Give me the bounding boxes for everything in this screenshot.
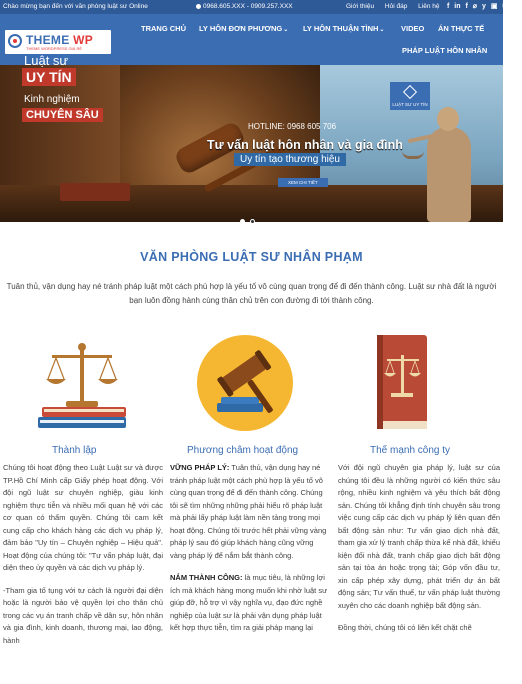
feature-paragraph: Đồng thời, chúng tôi có liên kết chặt chẽ xyxy=(338,623,472,632)
hotline-text[interactable] xyxy=(196,3,293,10)
social-icons xyxy=(447,2,522,10)
feature-text: Tuân thủ, vận dụng hay né tránh pháp luật một cách phù hợp là yếu tố vô cùng quan trọng để đi đến thành công. Chúng tôi sẽ tìm những những phải hiểu rõ pháp luật mà phải lấy pháp luật làm nền tảng trong mọi hoạt động. Chúng tôi trước hết phải vững vàng pháp lý sau đó giúp khách hàng cũng vững vàng pháp lý để nắm bắt thành công. xyxy=(170,463,327,560)
feature-column-motto xyxy=(170,462,330,645)
pinterest-icon[interactable]: ⌀ xyxy=(472,3,477,10)
welcome-text: Chào mừng bạn đến với văn phòng luật sư Online xyxy=(3,3,148,10)
nav-divorce-mutual[interactable] xyxy=(303,24,384,33)
section-intro: Tuân thủ, vận dụng hay né tránh pháp luật một cách phù hợp là yếu tố vô cùng quan trọng để đi đến thành công. Luật sư nhà đất là người bạn luôn đồng hành cùng thân chủ trên con đường đi tới thành công. xyxy=(6,282,497,305)
linkedin-icon[interactable]: in xyxy=(454,3,461,10)
feature-title-strengths: Thế mạnh công ty xyxy=(370,445,451,456)
twitter-icon[interactable]: y xyxy=(481,3,486,10)
feature-column-founding xyxy=(3,462,163,657)
chevron-down-icon: ⌄ xyxy=(283,27,289,33)
banner-badge xyxy=(390,82,430,110)
banner-badge-label: LUẬT SƯ UY TÍN xyxy=(392,102,428,107)
main-header xyxy=(0,14,503,65)
feature-title-founding: Thành lập xyxy=(52,445,97,456)
slider-dot-2[interactable] xyxy=(250,219,255,224)
chevron-down-icon: ⌄ xyxy=(379,27,385,33)
slider-dots xyxy=(240,211,260,229)
logo-name xyxy=(26,33,93,47)
feature-column-strengths xyxy=(338,462,500,645)
site-logo[interactable] xyxy=(5,30,111,54)
nav-home[interactable]: TRANG CHỦ xyxy=(141,24,186,33)
email-icon[interactable]: ✉ xyxy=(502,3,509,10)
feature-paragraph xyxy=(170,572,330,635)
gavel-icon xyxy=(195,333,295,433)
logo-mark-icon xyxy=(8,34,22,48)
nav-divorce-mutual-label: LY HÔN THUẬN TÌNH xyxy=(303,24,379,33)
section-title: VĂN PHÒNG LUẬT SƯ NHÂN PHẠM xyxy=(140,250,363,264)
top-link-contact[interactable]: Liên hệ xyxy=(418,3,440,10)
youtube-icon[interactable]: ▣ xyxy=(490,3,498,10)
top-links xyxy=(346,3,448,10)
book-stack-image xyxy=(60,183,130,201)
diamond-icon xyxy=(403,85,417,99)
banner-detail-button[interactable]: XEM CHI TIẾT xyxy=(278,178,328,187)
nav-divorce-single[interactable] xyxy=(199,24,288,33)
nav-divorce-single-label: LY HÔN ĐƠN PHƯƠNG xyxy=(199,24,283,33)
top-link-faq[interactable]: Hỏi đáp xyxy=(384,3,408,10)
top-bar xyxy=(0,0,519,14)
banner-luat-su: Luật sư xyxy=(24,53,69,68)
nav-video[interactable]: VIDEO xyxy=(401,24,425,33)
law-book-icon xyxy=(373,333,431,433)
banner-title: Tư vấn luật hôn nhân và gia đình xyxy=(207,138,403,152)
feature-label: NẮM THÀNH CÔNG: xyxy=(170,573,243,582)
phone-icon xyxy=(196,4,201,9)
banner-chuyen-sau: CHUYÊN SÂU xyxy=(22,108,103,122)
banner-uy-tin: UY TÍN xyxy=(22,68,76,86)
banner-kinh-nghiem: Kinh nghiệm xyxy=(24,94,80,105)
logo-tagline: THEME WORDPRESS GIÁ RẺ xyxy=(26,46,83,51)
feature-paragraph xyxy=(170,462,330,562)
statue-head-image xyxy=(437,107,459,131)
facebook-icon[interactable]: f xyxy=(447,3,450,10)
logo-name-a: THEME xyxy=(26,33,70,47)
feature-paragraph: -Tham gia tố tụng với tư cách là người đại diện hoặc là người bảo vệ quyền lợi cho thân chủ trong các vụ án tranh chấp về dân sự, hôn nhân và gia đình, kinh doanh, thương mại, lao động, hành xyxy=(3,585,163,645)
feature-title-motto: Phương châm hoạt động xyxy=(187,445,299,456)
feature-paragraph: Chúng tôi hoạt động theo Luật Luật sư và được TP.Hồ Chí Minh cấp Giấy phép hoạt động. Với đội ngũ luật sư chuyên nghiệp, giàu kinh nghiệm thực tiễn và nhiều mối quan hệ với các cơ quan có thẩm quyền. Chúng tôi cam kết cung cấp cho khách hàng các dịch vụ pháp lý, đảm bảo "Uy tín – Chuyên nghiệp – Hiệu quả". Hoạt động của chúng tôi: "Tư vấn pháp luật, đại diện theo ủy quyền và các dịch vụ pháp lý. xyxy=(3,463,163,572)
feature-text: là mục tiêu, là những lợi ích mà khách hàng mong muốn khi nhờ luật sư giúp đỡ, hỗ trợ vì vậy nghĩa vụ, đạo đức nghề nghiệp của luật sư là phải vận dụng pháp luật kết hợp thực tiễn, tìm ra giải pháp mạng lại xyxy=(170,573,328,632)
feature-label: VỮNG PHÁP LÝ: xyxy=(170,463,230,472)
nav-law[interactable]: PHÁP LUẬT HÔN NHÂN xyxy=(402,46,488,55)
slider-dot-1[interactable] xyxy=(240,219,245,224)
facebook-alt-icon[interactable]: f xyxy=(465,3,468,10)
feature-paragraph: Với đội ngũ chuyên gia pháp lý, luật sư của chúng tôi đều là những người có kiến thức sâu rộng, nhiều kinh nghiệm và yêu thích bất động sản. Chúng tôi khẳng định tính chuyên sâu trong việc cung cấp các dịch vụ pháp lý liên quan đến bất động sản như: Tư vấn giao dịch nhà đất, tham gia xử lý tranh chấp thừa kế nhà đất, khiếu kiện đối nhà đất, tranh chấp giao dịch bất động sản tại tòa án hoặc trọng tài; Góp vốn đầu tư, xin cấp phép xây dựng, phát triển dự án bất động sản; Tư vấn thuế, tư vấn pháp luật thường xuyên cho các doanh nghiệp bất động sản. xyxy=(338,463,500,610)
nav-cases[interactable]: ÁN THỰC TẾ xyxy=(438,24,485,33)
banner-hotline: HOTLINE: 0968 605 706 xyxy=(248,122,337,131)
search-icon[interactable]: Q xyxy=(513,3,519,10)
top-link-about[interactable]: Giới thiệu xyxy=(346,3,375,10)
logo-name-b: WP xyxy=(69,33,94,47)
hotline-number: 0968.605.XXX - 0909.257.XXX xyxy=(203,3,293,10)
banner-subtitle: Uy tín tạo thương hiệu xyxy=(234,153,346,166)
law-books-scales-icon xyxy=(36,335,131,430)
lady-justice-statue-image xyxy=(427,127,471,222)
